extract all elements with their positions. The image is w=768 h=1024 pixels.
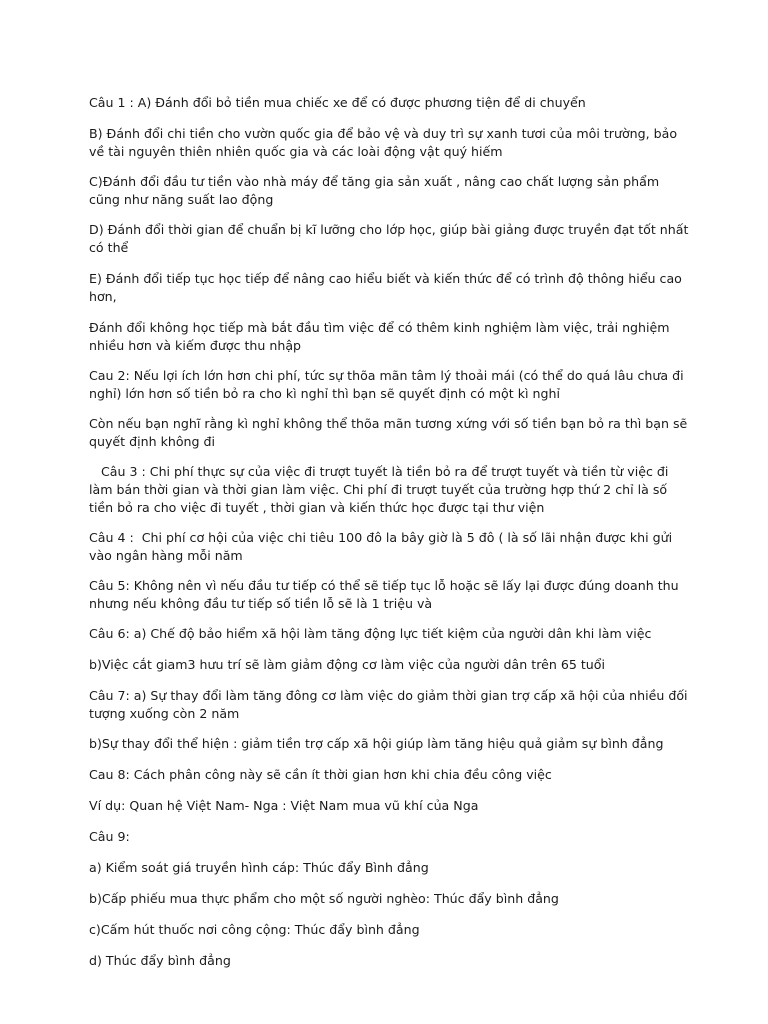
paragraph-cau-1-c: C)Đánh đổi đầu tư tiền vào nhà máy để tăng gia sản xuất , nâng cao chất lượng sản phẩm cũng như năng suất lao động [89, 174, 664, 207]
paragraph-cau-1-e: E) Đánh đổi tiếp tục học tiếp để nâng cao hiểu biết và kiến thức để có trình độ thông hiểu cao hơn, [89, 271, 686, 304]
paragraph-cau-5: Câu 5: Không nên vì nếu đầu tư tiếp có thể sẽ tiếp tục lỗ hoặc sẽ lấy lại được đúng doanh thu nhưng nếu không đầu tư tiếp số tiền lỗ sẽ là 1 triệu và [89, 578, 683, 611]
paragraph-cau-9-b: b)Cấp phiếu mua thực phẩm cho một số người nghèo: Thúc đẩy bình đẳng [89, 891, 559, 906]
paragraph-cau-4: Câu 4 : Chi phí cơ hội của việc chi tiêu 100 đô la bây giờ là 5 đô ( là số lãi nhận được khi gửi vào ngân hàng mỗi năm [89, 530, 677, 563]
paragraph-cau-9-d: d) Thúc đẩy bình đẳng [89, 953, 231, 968]
paragraph-cau-1-b: B) Đánh đổi chi tiền cho vườn quốc gia để bảo vệ và duy trì sự xanh tươi của môi trường, bảo về tài nguyên thiên nhiên quốc gia và các loài động vật quý hiếm [89, 126, 682, 159]
paragraph-cau-6-a: Câu 6: a) Chế độ bảo hiểm xã hội làm tăng động lực tiết kiệm của người dân khi làm việc [89, 626, 652, 641]
paragraph-cau-8: Cau 8: Cách phân công này sẽ cần ít thời gian hơn khi chia đều công việc [89, 767, 552, 782]
paragraph-cau-8-example: Ví dụ: Quan hệ Việt Nam- Nga : Việt Nam mua vũ khí của Nga [89, 798, 479, 813]
paragraph-cau-7-b: b)Sự thay đổi thể hiện : giảm tiền trợ cấp xã hội giúp làm tăng hiệu quả giảm sự bình đẳng [89, 736, 664, 751]
document-body [89, 94, 693, 983]
paragraph-cau-2: Cau 2: Nếu lợi ích lớn hơn chi phí, tức sự thõa mãn tâm lý thoải mái (có thể do quá lâu chưa đi nghỉ) lớn hơn số tiền bỏ ra cho kì nghỉ thì bạn sẽ quyết định có một kì nghỉ [89, 368, 688, 401]
paragraph-cau-1-e-cont: Đánh đổi không học tiếp mà bắt đầu tìm việc để có thêm kinh nghiệm làm việc, trải nghiệm nhiều hơn và kiếm được thu nhập [89, 320, 674, 353]
paragraph-cau-1-d: D) Đánh đổi thời gian để chuẩn bị kĩ lưỡng cho lớp học, giúp bài giảng được truyền đạt tốt nhất có thể [89, 222, 693, 255]
paragraph-cau-6-b: b)Việc cắt giam3 hưu trí sẽ làm giảm động cơ làm việc của người dân trên 65 tuổi [89, 657, 605, 672]
paragraph-cau-1-a: Câu 1 : A) Đánh đổi bỏ tiền mua chiếc xe để có được phương tiện để di chuyển [89, 95, 586, 110]
paragraph-cau-9-c: c)Cấm hút thuốc nơi công cộng: Thúc đẩy bình đẳng [89, 922, 420, 937]
paragraph-cau-2-cont: Còn nếu bạn nghĩ rằng kì nghỉ không thể thõa mãn tương xứng với số tiền bạn bỏ ra thì bạn sẽ quyết định không đi [89, 416, 692, 449]
paragraph-cau-7-a: Câu 7: a) Sự thay đổi làm tăng đông cơ làm việc do giảm thời gian trợ cấp xã hội của nhiều đối tượng xuống còn 2 năm [89, 688, 692, 721]
paragraph-cau-9-a: a) Kiểm soát giá truyền hình cáp: Thúc đẩy Bình đẳng [89, 860, 429, 875]
paragraph-cau-9: Câu 9: [89, 829, 130, 844]
paragraph-cau-3: Câu 3 : Chi phí thực sự của việc đi trượt tuyết là tiền bỏ ra để trượt tuyết và tiền từ việc đi làm bán thời gian và thời gian làm việc. Chi phí đi trượt tuyết của trường hợp thứ 2 chỉ là số tiền bỏ ra cho việc đi tuyết , thời gian và kiến thức học được tại thư viện [89, 464, 673, 515]
